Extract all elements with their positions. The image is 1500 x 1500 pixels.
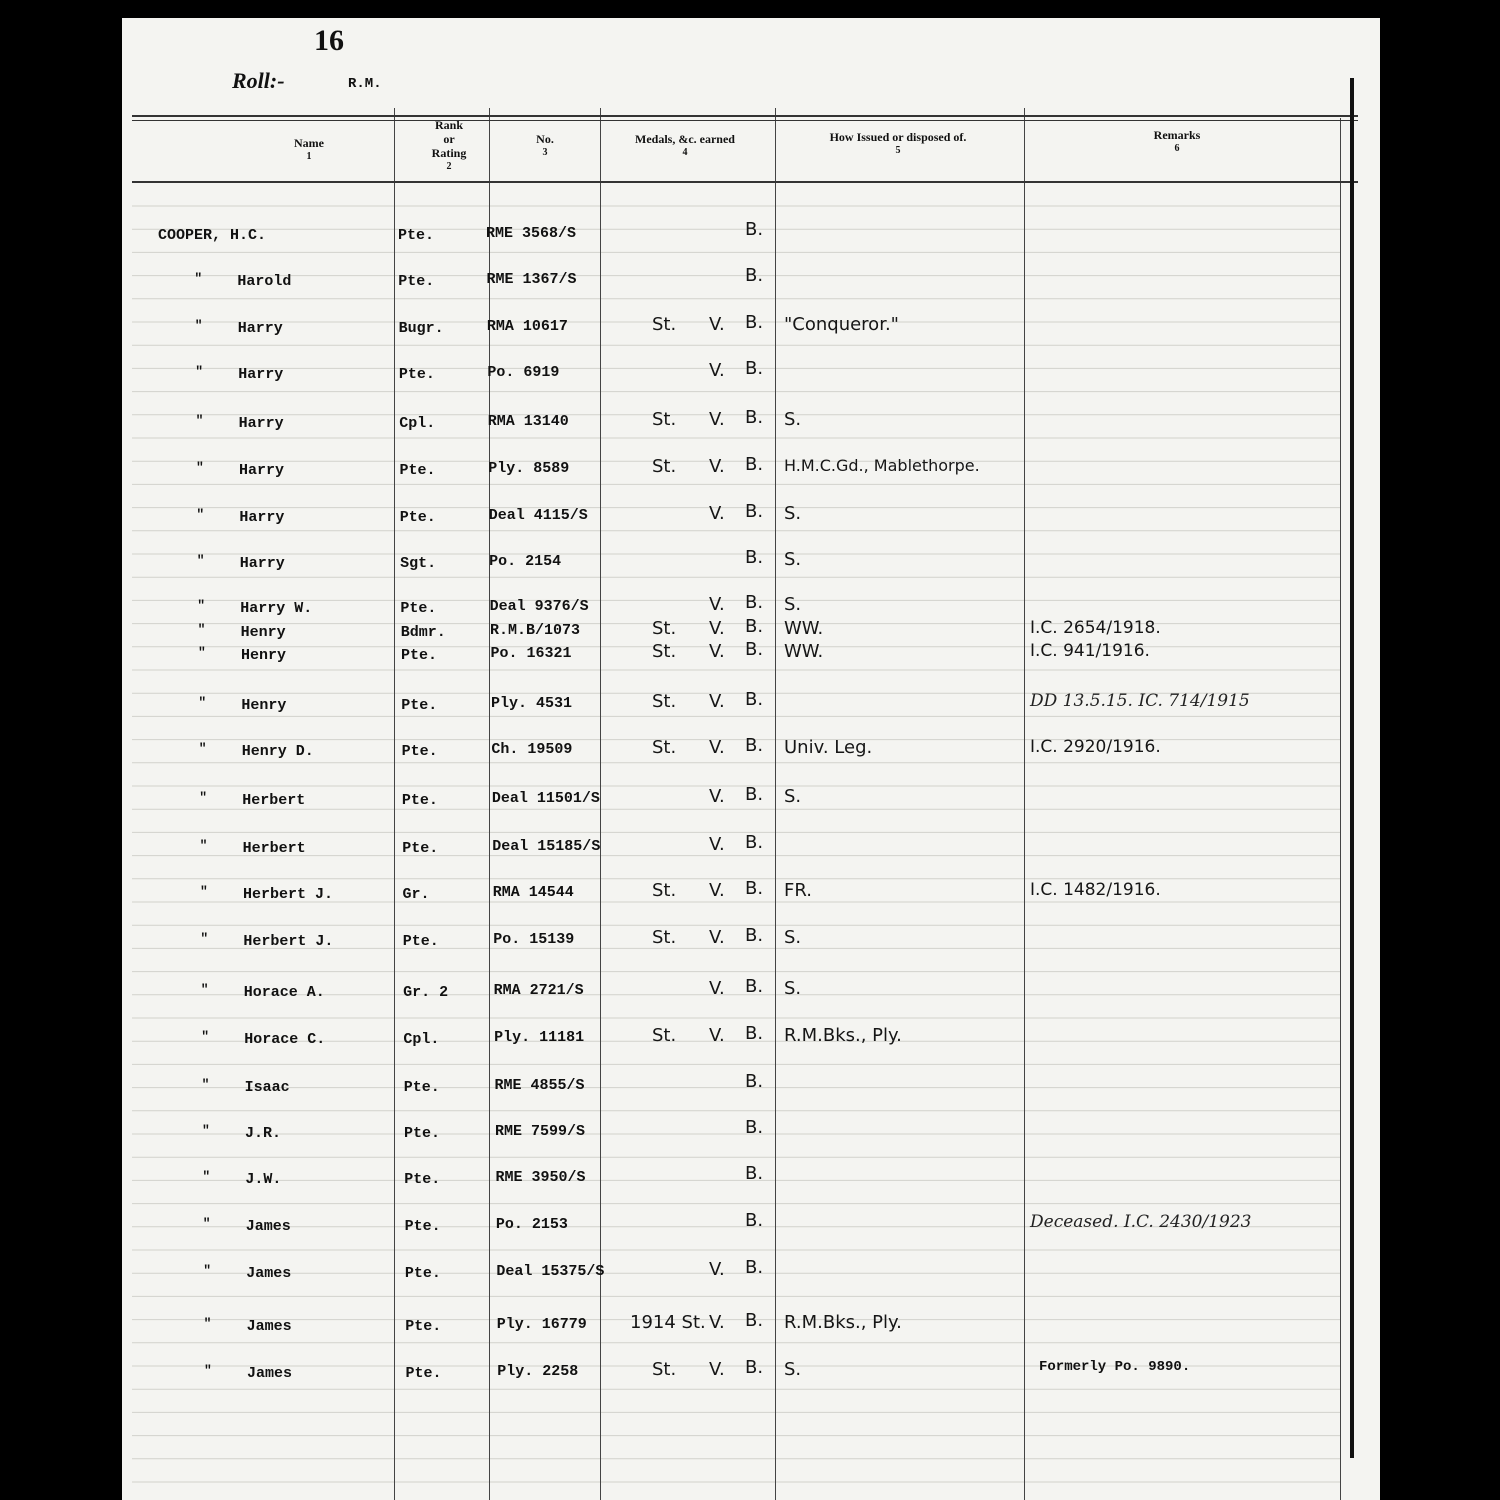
- rank-cell: Sgt.: [400, 555, 437, 572]
- right-edge: [1350, 78, 1354, 1458]
- ditto-mark: ": [201, 1029, 209, 1044]
- name-cell: Herbert: [242, 792, 306, 809]
- column-number: 4: [682, 147, 688, 158]
- medal-british-war: B.: [745, 501, 764, 522]
- medal-british-war: B.: [745, 547, 764, 568]
- issued-cell: Univ. Leg.: [784, 737, 873, 758]
- column-rule: [394, 108, 395, 1500]
- rank-cell: Gr.: [402, 886, 430, 903]
- medal-star: St.: [652, 1025, 677, 1046]
- column-title: Remarks: [1153, 128, 1201, 142]
- rank-cell: Pte.: [401, 792, 438, 809]
- rank-cell: Bugr.: [398, 320, 444, 337]
- issued-cell: S.: [784, 1359, 802, 1380]
- ditto-mark: ": [202, 1123, 210, 1138]
- column-title: No.: [536, 132, 554, 146]
- medal-star: St.: [652, 456, 677, 477]
- column-header-6: [1087, 128, 1267, 156]
- number-cell: Deal 15375/S: [496, 1263, 605, 1280]
- medal-star: St.: [652, 737, 677, 758]
- remarks-cell: I.C. 941/1916.: [1030, 641, 1150, 661]
- ditto-mark: ": [199, 790, 207, 805]
- medal-british-war: B.: [745, 454, 764, 475]
- medal-british-war: B.: [745, 976, 764, 997]
- issued-cell: S.: [784, 594, 802, 615]
- issued-cell: "Conqueror.": [784, 314, 899, 335]
- medal-star: St.: [652, 1359, 677, 1380]
- medal-british-war: B.: [745, 925, 764, 946]
- column-title: How Issued or disposed of.: [829, 130, 967, 144]
- issued-cell: FR.: [784, 880, 812, 901]
- medal-british-war: B.: [745, 689, 764, 710]
- medal-victory: V.: [709, 1359, 725, 1380]
- rank-cell: Pte.: [401, 743, 438, 760]
- medal-british-war: B.: [745, 1117, 764, 1138]
- number-cell: Deal 15185/S: [492, 838, 601, 855]
- remarks-cell: Formerly Po. 9890.: [1039, 1359, 1191, 1375]
- medal-victory: V.: [709, 1312, 725, 1333]
- ditto-mark: ": [201, 1077, 210, 1092]
- ditto-mark: ": [196, 460, 204, 475]
- issued-cell: WW.: [784, 641, 824, 662]
- rank-cell: Pte.: [402, 840, 439, 857]
- name-cell: Horace C.: [244, 1031, 326, 1048]
- issued-cell: R.M.Bks., Ply.: [784, 1025, 902, 1046]
- name-cell: Horace A.: [243, 984, 325, 1001]
- medal-british-war: B.: [745, 832, 764, 853]
- ditto-mark: ": [197, 598, 205, 613]
- rank-cell: Pte.: [404, 1265, 441, 1282]
- column-rule: [1024, 108, 1025, 1500]
- ditto-mark: ": [200, 931, 209, 946]
- medal-victory: V.: [709, 618, 725, 639]
- column-title: Medals, &c. earned: [635, 132, 735, 146]
- number-cell: Ply. 16779: [496, 1316, 587, 1333]
- top-rule: [132, 120, 1358, 121]
- rank-cell: Pte.: [398, 227, 435, 244]
- ditto-mark: ": [198, 645, 206, 660]
- medal-british-war: B.: [745, 1257, 764, 1278]
- number-cell: RME 4855/S: [494, 1077, 585, 1094]
- ditto-mark: ": [199, 838, 208, 853]
- medal-victory: V.: [709, 927, 725, 948]
- rank-cell: Pte.: [403, 1079, 440, 1096]
- name-cell: J.R.: [245, 1125, 282, 1142]
- name-cell: Herbert: [242, 840, 306, 857]
- number-cell: Ply. 8589: [488, 460, 570, 477]
- number-cell: R.M.B/1073: [490, 622, 581, 639]
- name-cell: Henry: [241, 647, 287, 664]
- rank-cell: Gr. 2: [403, 984, 449, 1001]
- name-cell: James: [246, 1318, 292, 1335]
- medal-victory: V.: [709, 786, 725, 807]
- name-cell: Harry: [239, 509, 285, 526]
- medal-british-war: B.: [745, 407, 764, 428]
- ditto-mark: ": [204, 1363, 212, 1378]
- column-number: 6: [1174, 143, 1180, 154]
- remarks-cell: DD 13.5.15. IC. 714/1915: [1030, 691, 1250, 711]
- medal-star: St.: [652, 641, 677, 662]
- medal-star: St.: [652, 314, 677, 335]
- number-cell: Po. 2153: [495, 1216, 568, 1233]
- column-rule: [1340, 118, 1341, 1500]
- name-cell: Harry: [239, 555, 285, 572]
- name-cell: J.W.: [245, 1171, 282, 1188]
- name-cell: James: [246, 1265, 292, 1282]
- ditto-mark: ": [195, 364, 203, 379]
- name-cell: James: [247, 1365, 293, 1382]
- top-rule: [132, 115, 1358, 117]
- medal-british-war: B.: [745, 878, 764, 899]
- ditto-mark: ": [198, 695, 207, 710]
- medal-british-war: B.: [745, 1071, 764, 1092]
- issued-cell: WW.: [784, 618, 824, 639]
- medal-victory: V.: [709, 978, 725, 999]
- rank-cell: Pte.: [398, 273, 435, 290]
- number-cell: Ply. 11181: [494, 1029, 585, 1046]
- name-cell: Henry: [240, 624, 286, 641]
- remarks-cell: I.C. 1482/1916.: [1030, 880, 1161, 900]
- medal-victory: V.: [709, 503, 725, 524]
- issued-cell: S.: [784, 978, 802, 999]
- issued-cell: R.M.Bks., Ply.: [784, 1312, 902, 1333]
- rank-cell: Bdmr.: [400, 624, 446, 641]
- medal-victory: V.: [709, 360, 725, 381]
- name-cell: Harold: [237, 273, 292, 290]
- ditto-mark: ": [203, 1263, 211, 1278]
- rank-cell: Pte.: [405, 1365, 442, 1382]
- ditto-mark: ": [196, 553, 205, 568]
- column-number: 5: [895, 145, 901, 156]
- column-title: Rank or Rating: [431, 118, 467, 160]
- issued-cell: H.M.C.Gd., Mablethorpe.: [784, 456, 980, 475]
- number-cell: RMA 14544: [492, 884, 574, 901]
- column-number: 1: [306, 151, 312, 162]
- name-cell: Harry: [239, 462, 285, 479]
- issued-cell: S.: [784, 503, 802, 524]
- ditto-mark: ": [196, 507, 205, 522]
- number-cell: Deal 11501/S: [491, 790, 600, 807]
- remarks-cell: Deceased. I.C. 2430/1923: [1030, 1212, 1252, 1232]
- ditto-mark: ": [194, 318, 203, 333]
- number-cell: RMA 2721/S: [493, 982, 584, 999]
- name-cell: Henry: [241, 697, 287, 714]
- name-cell: Henry D.: [241, 743, 314, 760]
- ditto-mark: ": [202, 1169, 211, 1184]
- medal-british-war: B.: [745, 616, 764, 637]
- name-cell: James: [245, 1218, 291, 1235]
- name-cell: Harry: [238, 415, 284, 432]
- rank-cell: Pte.: [404, 1171, 441, 1188]
- number-cell: RMA 13140: [487, 413, 569, 430]
- medal-victory: V.: [709, 456, 725, 477]
- medal-british-war: B.: [745, 639, 764, 660]
- number-cell: Po. 16321: [490, 645, 572, 662]
- number-cell: RME 3568/S: [486, 225, 577, 242]
- ditto-mark: ": [203, 1316, 212, 1331]
- number-cell: Deal 4115/S: [488, 507, 588, 524]
- issued-cell: S.: [784, 786, 802, 807]
- medal-victory: V.: [709, 1025, 725, 1046]
- medal-british-war: B.: [745, 312, 764, 333]
- number-cell: Deal 9376/S: [489, 598, 589, 615]
- medal-star: St.: [652, 618, 677, 639]
- column-rule: [600, 108, 601, 1500]
- medal-star: 1914 St.: [630, 1312, 706, 1333]
- name-cell: Harry: [238, 366, 284, 383]
- medal-british-war: B.: [745, 219, 764, 240]
- column-number: 3: [542, 147, 548, 158]
- ditto-mark: ": [202, 1216, 211, 1231]
- medal-victory: V.: [709, 641, 725, 662]
- rank-cell: Pte.: [399, 509, 436, 526]
- name-cell: Harry: [237, 320, 283, 337]
- rank-cell: Pte.: [400, 600, 437, 617]
- number-cell: Po. 2154: [489, 553, 562, 570]
- rank-cell: Pte.: [399, 462, 436, 479]
- issued-cell: S.: [784, 927, 802, 948]
- number-cell: Po. 6919: [487, 364, 560, 381]
- page-number: 16: [314, 24, 344, 57]
- number-cell: RMA 10617: [486, 318, 568, 335]
- name-cell: COOPER, H.C.: [158, 227, 267, 244]
- rank-cell: Pte.: [401, 647, 438, 664]
- medal-british-war: B.: [745, 1163, 764, 1184]
- roll-sheet: [122, 18, 1380, 1500]
- number-cell: RME 1367/S: [486, 271, 577, 288]
- medal-british-war: B.: [745, 592, 764, 613]
- roll-label: Roll:-: [232, 68, 285, 93]
- medal-victory: V.: [709, 691, 725, 712]
- header-rule: [132, 181, 1358, 183]
- remarks-cell: I.C. 2920/1916.: [1030, 737, 1161, 757]
- rank-cell: Pte.: [404, 1125, 441, 1142]
- number-cell: Ply. 4531: [490, 695, 572, 712]
- name-cell: Herbert J.: [243, 886, 334, 903]
- number-cell: Ply. 2258: [497, 1363, 579, 1380]
- number-cell: RME 7599/S: [495, 1123, 586, 1140]
- name-cell: Isaac: [244, 1079, 290, 1096]
- medal-british-war: B.: [745, 1357, 764, 1378]
- column-header-5: [808, 130, 988, 158]
- medal-victory: V.: [709, 1259, 725, 1280]
- medal-british-war: B.: [745, 1310, 764, 1331]
- medal-british-war: B.: [745, 358, 764, 379]
- medal-british-war: B.: [745, 735, 764, 756]
- column-number: 2: [446, 161, 452, 172]
- ditto-mark: ": [200, 982, 209, 997]
- roll-value: R.M.: [348, 76, 382, 92]
- medal-british-war: B.: [745, 1023, 764, 1044]
- medal-star: St.: [652, 880, 677, 901]
- medal-british-war: B.: [745, 784, 764, 805]
- issued-cell: S.: [784, 549, 802, 570]
- medal-victory: V.: [709, 594, 725, 615]
- rank-cell: Pte.: [405, 1318, 442, 1335]
- issued-cell: S.: [784, 409, 802, 430]
- medal-star: St.: [652, 691, 677, 712]
- name-cell: Herbert J.: [243, 933, 334, 950]
- rank-cell: Cpl.: [403, 1031, 440, 1048]
- number-cell: RME 3950/S: [495, 1169, 586, 1186]
- rank-cell: Cpl.: [399, 415, 436, 432]
- medal-star: St.: [652, 409, 677, 430]
- ditto-mark: ": [194, 271, 203, 286]
- ditto-mark: ": [197, 622, 206, 637]
- rank-cell: Pte.: [402, 933, 439, 950]
- medal-victory: V.: [709, 314, 725, 335]
- medal-victory: V.: [709, 880, 725, 901]
- medal-victory: V.: [709, 737, 725, 758]
- column-header-4: [595, 132, 775, 160]
- column-rule: [775, 108, 776, 1500]
- medal-star: St.: [652, 927, 677, 948]
- medal-british-war: B.: [745, 265, 764, 286]
- number-cell: Po. 15139: [493, 931, 575, 948]
- ditto-mark: ": [195, 413, 204, 428]
- column-rule: [489, 108, 490, 1500]
- number-cell: Ch. 19509: [491, 741, 573, 758]
- medal-victory: V.: [709, 834, 725, 855]
- medal-british-war: B.: [745, 1210, 764, 1231]
- rank-cell: Pte.: [401, 697, 438, 714]
- rank-cell: Pte.: [404, 1218, 441, 1235]
- rank-cell: Pte.: [398, 366, 435, 383]
- ditto-mark: ": [200, 884, 208, 899]
- column-title: Name: [294, 136, 324, 150]
- medal-victory: V.: [709, 409, 725, 430]
- remarks-cell: I.C. 2654/1918.: [1030, 618, 1161, 638]
- ditto-mark: ": [198, 741, 207, 756]
- name-cell: Harry W.: [240, 600, 313, 617]
